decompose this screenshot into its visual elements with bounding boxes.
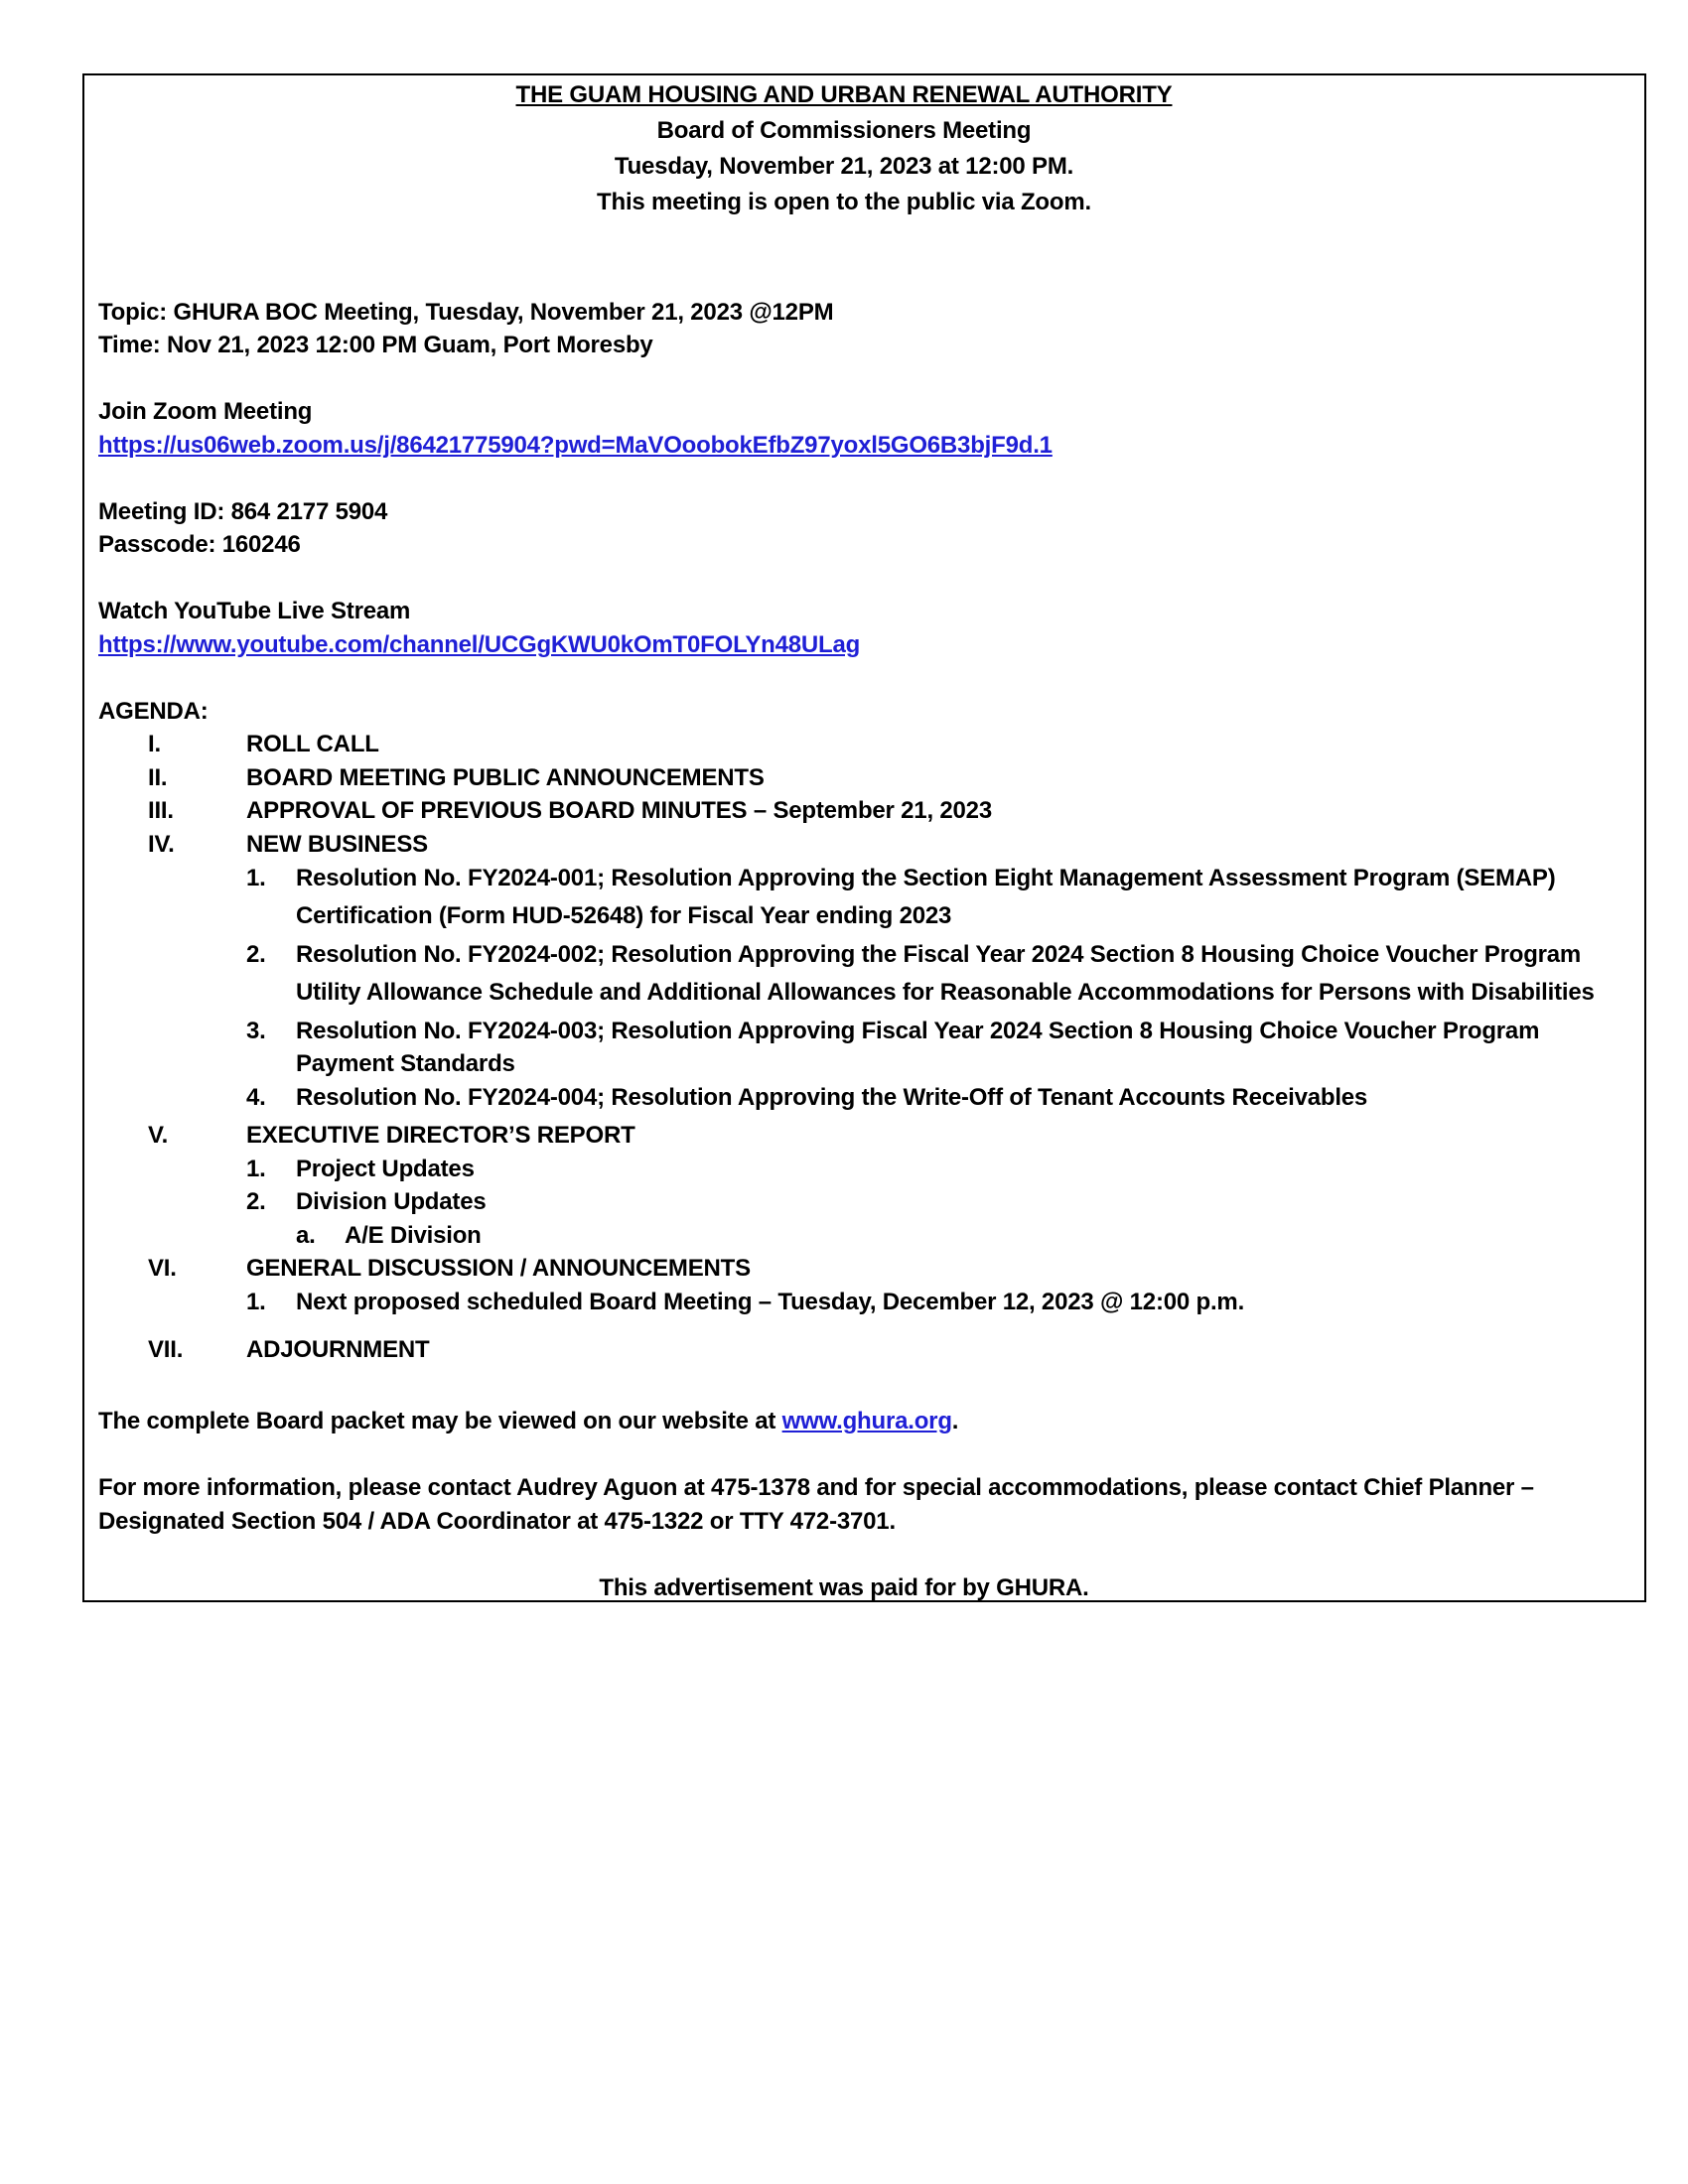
agenda-item-text: ADJOURNMENT [246, 1336, 430, 1363]
resolution-text-line1: Resolution No. FY2024-001; Resolution Approving the Section Eight Management Assessment Program (SEMAP) [296, 865, 1556, 891]
website-link[interactable]: www.ghura.org [781, 1408, 952, 1434]
resolution-number: 4. [246, 1084, 266, 1111]
agenda-item-number: VI. [148, 1255, 177, 1282]
agenda-heading: AGENDA: [98, 698, 209, 725]
sub-item-text: Next proposed scheduled Board Meeting – Tuesday, December 12, 2023 @ 12:00 p.m. [296, 1289, 1245, 1315]
sub-item-letter: a. [296, 1222, 316, 1249]
sub-item-number: 1. [246, 1156, 266, 1182]
sub-item-text: A/E Division [345, 1222, 482, 1249]
youtube-link[interactable]: https://www.youtube.com/channel/UCGgKWU0kOmT0FOLYn48ULag [98, 631, 861, 658]
sub-item-number: 2. [246, 1188, 266, 1215]
zoom-topic: Topic: GHURA BOC Meeting, Tuesday, November 21, 2023 @12PM [98, 299, 834, 326]
agenda-item-number: I. [148, 731, 161, 757]
board-packet-text: The complete Board packet may be viewed on our website at [98, 1408, 782, 1434]
resolution-number: 3. [246, 1018, 266, 1044]
board-packet-note [98, 1408, 958, 1435]
agenda-item-text: BOARD MEETING PUBLIC ANNOUNCEMENTS [246, 764, 765, 791]
resolution-text-line2: Utility Allowance Schedule and Additional Allowances for Reasonable Accommodations for Persons with Disabilities [296, 979, 1595, 1006]
resolution-number: 2. [246, 941, 266, 968]
resolution-text-line2: Certification (Form HUD-52648) for Fiscal Year ending 2023 [296, 902, 952, 929]
youtube-label: Watch YouTube Live Stream [98, 598, 411, 624]
agenda-item-text: ROLL CALL [246, 731, 379, 757]
meeting-name: Board of Commissioners Meeting [656, 117, 1032, 144]
agenda-item-number: III. [148, 797, 174, 824]
resolution-text-line1: Resolution No. FY2024-002; Resolution Approving the Fiscal Year 2024 Section 8 Housing Choice Voucher Program [296, 941, 1582, 968]
agenda-item-text: APPROVAL OF PREVIOUS BOARD MINUTES – September 21, 2023 [246, 797, 992, 824]
sub-item-text: Project Updates [296, 1156, 475, 1182]
zoom-meeting-id: Meeting ID: 864 2177 5904 [98, 498, 388, 525]
contact-info-line2: Designated Section 504 / ADA Coordinator at 475-1322 or TTY 472-3701. [98, 1508, 896, 1535]
agenda-item-text: NEW BUSINESS [246, 831, 428, 858]
resolution-text-line1: Resolution No. FY2024-004; Resolution Approving the Write-Off of Tenant Accounts Receivables [296, 1084, 1368, 1111]
public-note: This meeting is open to the public via Zoom. [597, 189, 1091, 215]
zoom-time: Time: Nov 21, 2023 12:00 PM Guam, Port Moresby [98, 332, 653, 358]
agenda-item-number: VII. [148, 1336, 184, 1363]
resolution-text-line1: Resolution No. FY2024-003; Resolution Approving Fiscal Year 2024 Section 8 Housing Choice Voucher Program [296, 1018, 1540, 1044]
meeting-datetime: Tuesday, November 21, 2023 at 12:00 PM. [614, 153, 1074, 180]
sub-item-text: Division Updates [296, 1188, 487, 1215]
agenda-item-number: V. [148, 1122, 169, 1149]
org-title: THE GUAM HOUSING AND URBAN RENEWAL AUTHORITY [515, 81, 1173, 108]
agenda-item-text: EXECUTIVE DIRECTOR’S REPORT [246, 1122, 635, 1149]
agenda-item-text: GENERAL DISCUSSION / ANNOUNCEMENTS [246, 1255, 751, 1282]
zoom-join-link[interactable]: https://us06web.zoom.us/j/86421775904?pwd=MaVOoobokEfbZ97yoxl5GO6B3bjF9d.1 [98, 432, 1053, 459]
agenda-item-number: II. [148, 764, 168, 791]
resolution-text-line2: Payment Standards [296, 1050, 515, 1077]
paid-by-note: This advertisement was paid for by GHURA. [599, 1574, 1089, 1601]
zoom-passcode: Passcode: 160246 [98, 531, 301, 558]
resolution-number: 1. [246, 865, 266, 891]
contact-info-line1: For more information, please contact Audrey Aguon at 475-1378 and for special accommodations, please contact Chief Planner – [98, 1474, 1534, 1501]
zoom-join-label: Join Zoom Meeting [98, 398, 313, 425]
board-packet-period: . [951, 1408, 959, 1434]
sub-item-number: 1. [246, 1289, 266, 1315]
agenda-item-number: IV. [148, 831, 175, 858]
